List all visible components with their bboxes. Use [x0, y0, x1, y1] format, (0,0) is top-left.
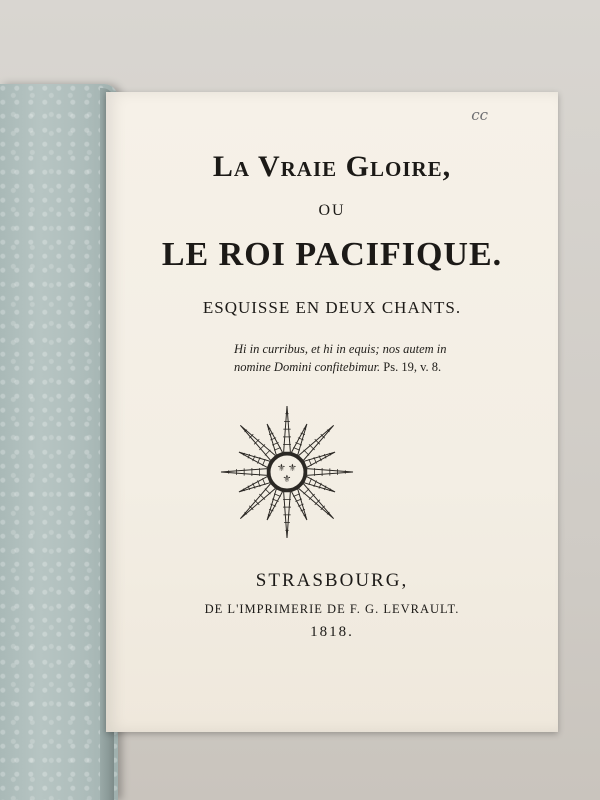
title-line-2: LE ROI PACIFIQUE.: [161, 236, 503, 273]
ornament-hatch: [304, 489, 310, 495]
ornament-hatch: [293, 447, 300, 450]
ornament-hatch: [309, 494, 315, 500]
imprint-city: STRASBOURG,: [255, 570, 409, 591]
ornament-hatch: [293, 494, 300, 497]
subtitle: ESQUISSE EN DEUX CHANTS.: [202, 298, 462, 317]
ornament-hatch: [262, 459, 265, 466]
svg-text:⚜: ⚜: [277, 463, 286, 474]
fleur-de-lis-sunburst-icon: [217, 402, 357, 542]
ornament-hatch: [259, 444, 265, 450]
ornament-hatch: [309, 459, 312, 466]
title-connector: OU: [318, 202, 346, 219]
epigraph-line-2: [234, 358, 534, 376]
ornament-hatch: [274, 494, 281, 497]
epigraph-reference: Ps. 19, v. 8.: [383, 360, 442, 374]
ornament-hatch: [259, 494, 265, 500]
handwritten-mark: cc: [471, 106, 488, 124]
epigraph-line-1: Hi in curribus, et hi in equis; nos autem in: [234, 342, 447, 356]
svg-text:⚜: ⚜: [288, 463, 297, 474]
epigraph: [234, 340, 534, 376]
ornament-hatch: [265, 489, 271, 495]
ornament-hatch: [309, 444, 315, 450]
svg-text:⚜: ⚜: [282, 474, 292, 485]
ornament-hatch: [309, 478, 312, 485]
ornament-hatch: [265, 450, 271, 456]
ornament-hatch: [304, 450, 310, 456]
title-line-1: La Vraie Gloire,: [212, 150, 452, 183]
ornament-hatch: [274, 447, 281, 450]
ornament-hatch: [262, 478, 265, 485]
imprint-year: 1818.: [310, 624, 354, 640]
title-page: [106, 92, 558, 732]
epigraph-line-2-text: nomine Domini confitebimur.: [234, 360, 381, 374]
imprint-printer: DE L'IMPRIMERIE DE F. G. LEVRAULT.: [204, 602, 460, 616]
